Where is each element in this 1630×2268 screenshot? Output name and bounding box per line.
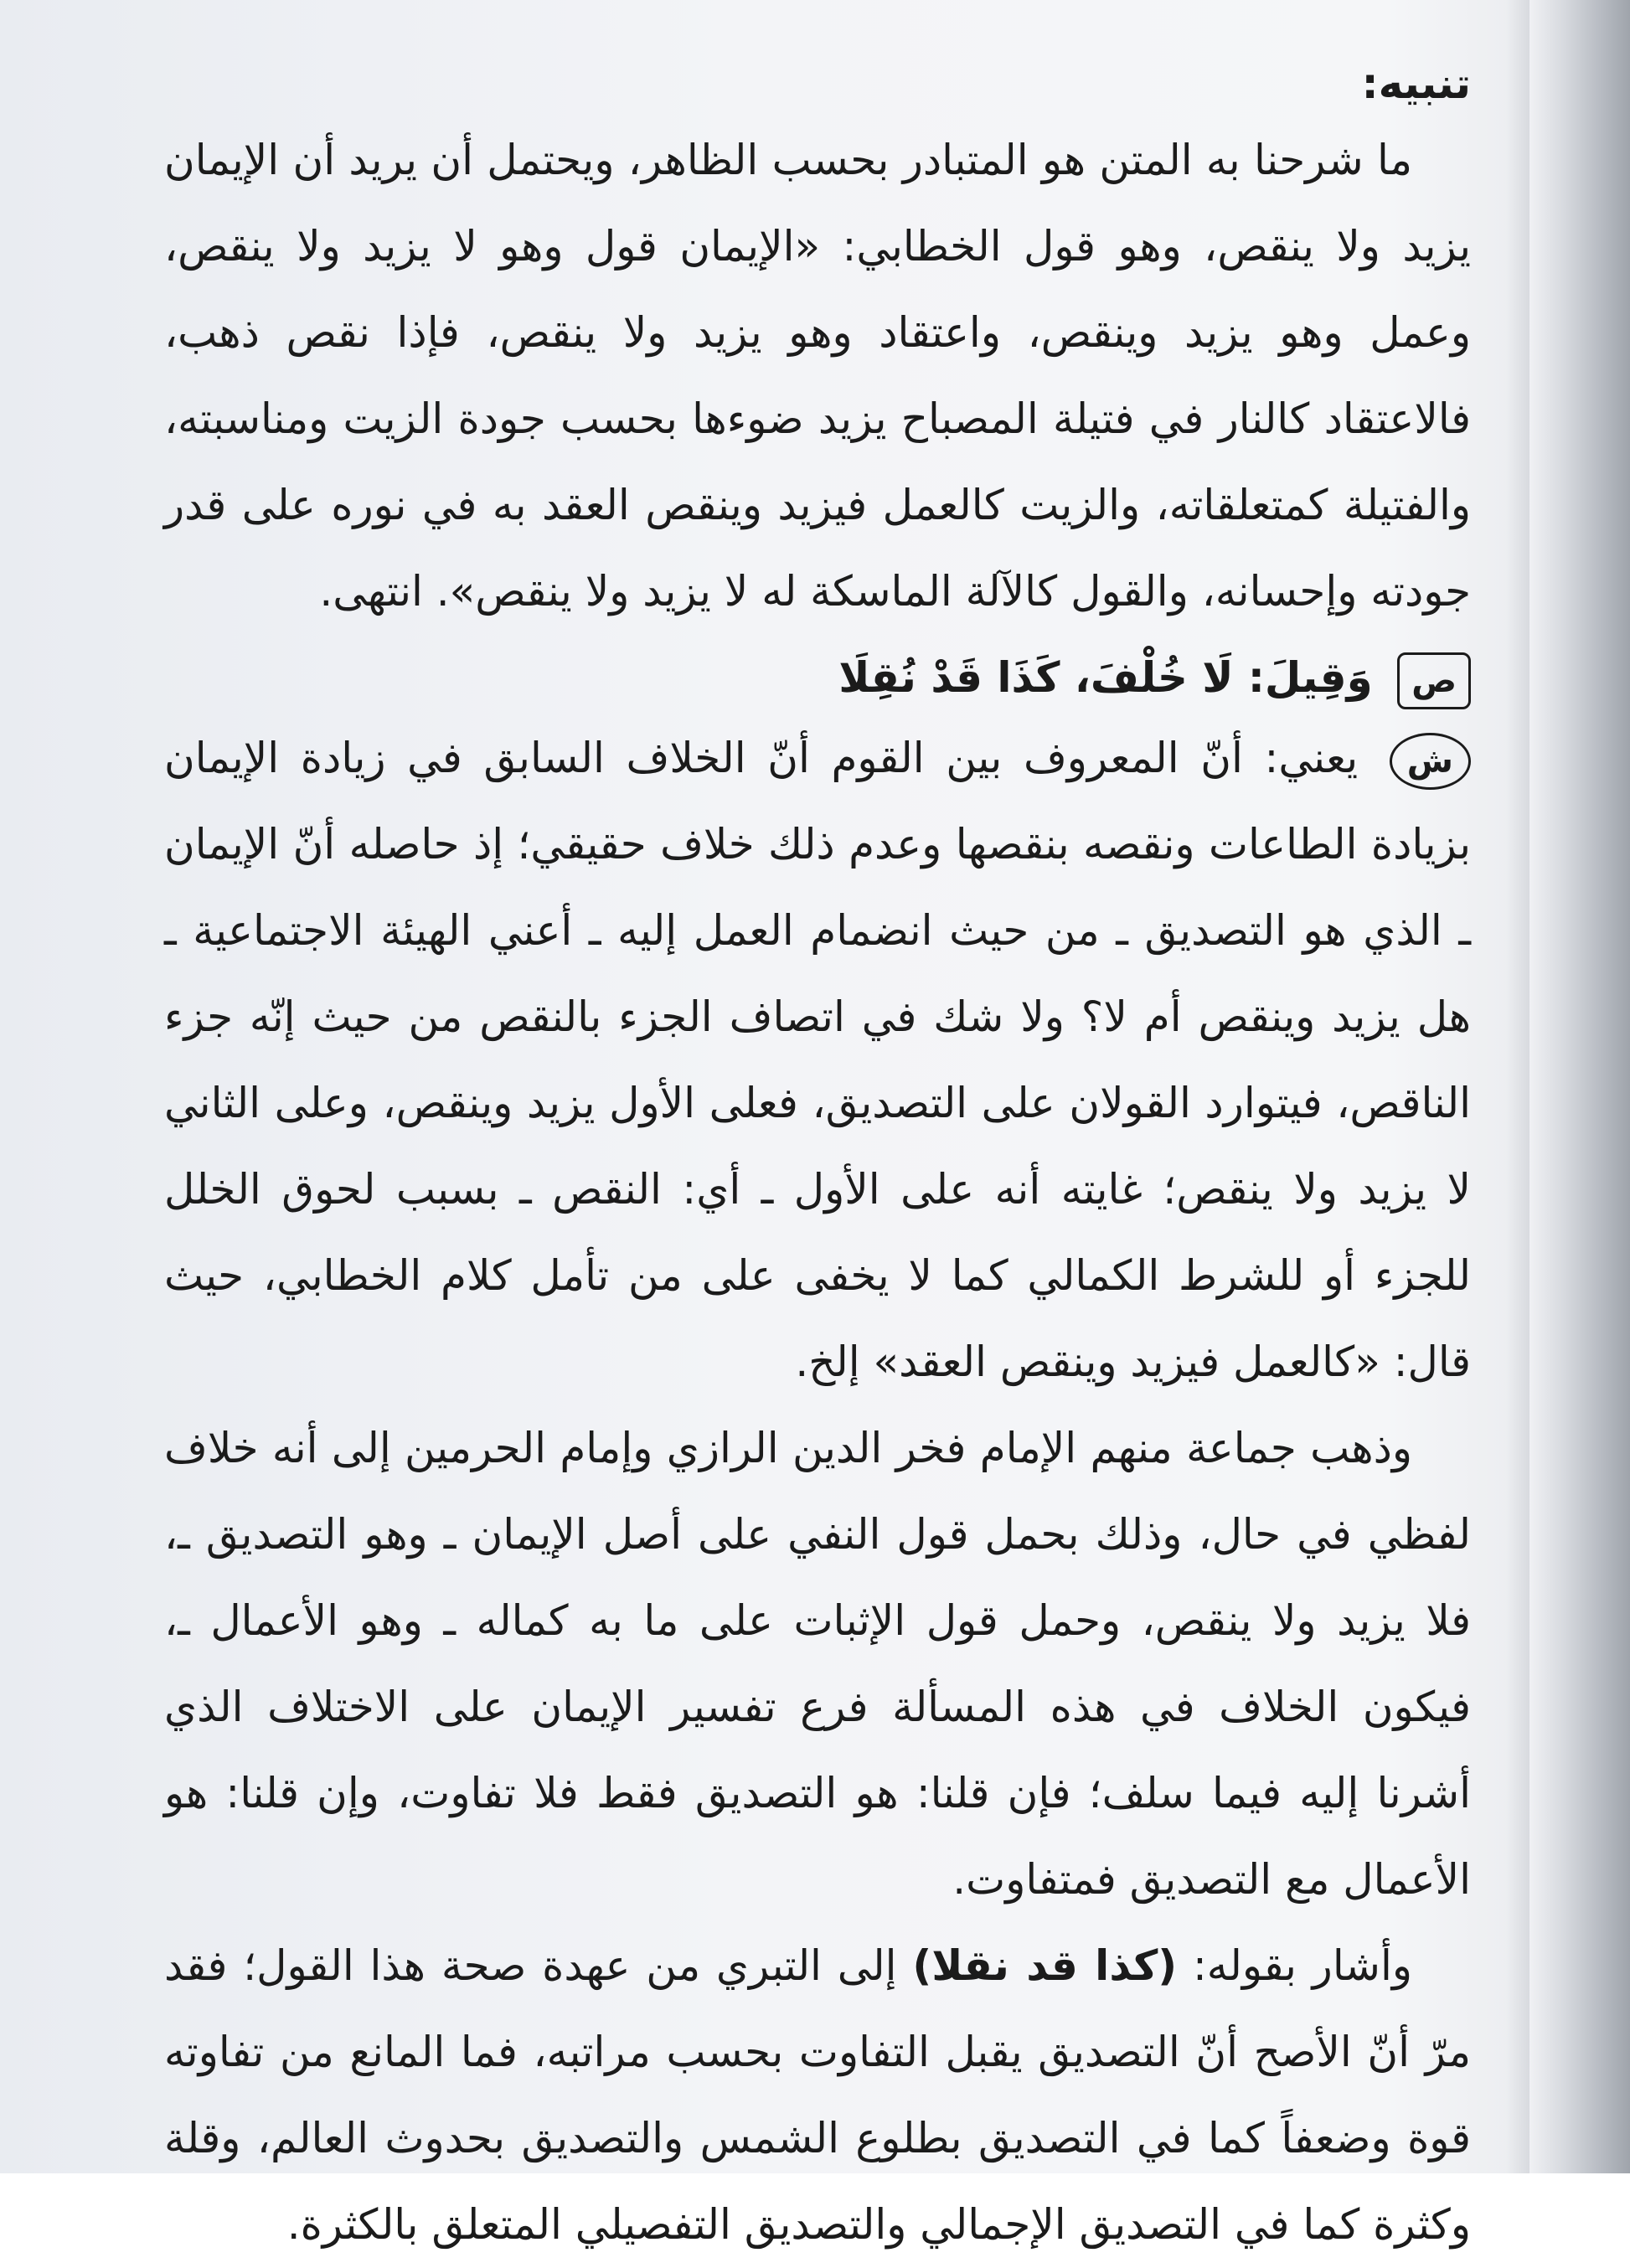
matn-label: ص (1397, 652, 1471, 709)
page-curl-shadow (1506, 0, 1529, 2173)
book-binding-edge (1529, 0, 1630, 2173)
sharh-paragraph-1-text: يعني: أنّ المعروف بين القوم أنّ الخلاف السابق في زيادة الإيمان بزيادة الطاعات ونقصه بنقصها وعدم ذلك خلاف حقيقي؛ إذ حاصله أنّ الإيمان ـ الذي هو التصديق ـ من حيث انضمام العمل إليه ـ أعني الهيئة الاجتماعية ـ هل يزيد وينقص أم لا؟ ولا شك في اتصاف الجزء بالنقص من حيث إنّه جزء الناقص، فيتوارد القولان على التصديق، فعلى الأول يزيد وينقص، وعلى الثاني لا يزيد ولا ينقص؛ غايته أنه على الأول ـ أي: النقص ـ بسبب لحوق الخلل للجزء أو للشرط الكمالي كما لا يخفى على من تأمل كلام الخطابي، حيث قال: «كالعمل فيزيد وينقص العقد» إلخ. (164, 734, 1471, 1386)
sharh-label: ش (1390, 733, 1471, 790)
paragraph-3-start: وأشار بقوله: (1192, 1941, 1412, 1990)
matn-text: وَقِيلَ: لَا خُلْفَ، كَذَا قَدْ نُقِلَا (838, 653, 1373, 702)
paragraph-3-rest: إلى التبري من عهدة صحة هذا القول؛ فقد مرّ أنّ الأصح أنّ التصديق يقبل التفاوت بحسب مراتبه، فما المانع من تفاوته قوة وضعفاً كما في التصديق بطلوع الشمس والتصديق بحدوث العالم، وقلة وكثرة كما في التصديق الإجمالي والتصديق التفصيلي المتعلق بالكثرة. (164, 1941, 1471, 2249)
page-text (164, 50, 1471, 2268)
sharh-paragraph-1 (164, 715, 1471, 1405)
note-paragraph: ما شرحنا به المتن هو المتبادر بحسب الظاهر، ويحتمل أن يريد أن الإيمان يزيد ولا ينقص، وهو قول الخطابي: «الإيمان قول وهو لا يزيد ولا ينقص، وعمل وهو يزيد وينقص، واعتقاد وهو يزيد ولا ينقص، فإذا نقص ذهب، فالاعتقاد كالنار في فتيلة المصباح يزيد ضوءها بحسب جودة الزيت ومناسبته، والفتيلة كمتعلقاته، والزيت كالعمل فيزيد وينقص العقد به في نوره على قدر جودته وإحسانه، والقول كالآلة الماسكة له لا يزيد ولا ينقص». انتهى. (164, 136, 1471, 616)
sharh-paragraph-3 (164, 1923, 1471, 2268)
matn-line (164, 640, 1471, 715)
sharh-paragraph-2: وذهب جماعة منهم الإمام فخر الدين الرازي وإمام الحرمين إلى أنه خلاف لفظي في حال، وذلك بحمل قول النفي على أصل الإيمان ـ وهو التصديق ـ، فلا يزيد ولا ينقص، وحمل قول الإثبات على ما به كماله ـ وهو الأعمال ـ، فيكون الخلاف في هذه المسألة فرع تفسير الإيمان على الاختلاف الذي أشرنا إليه فيما سلف؛ فإن قلنا: هو التصديق فقط فلا تفاوت، وإن قلنا: هو الأعمال مع التصديق فمتفاوت. (164, 1424, 1471, 1904)
paragraph-3-quote: (كذا قد نقلا) (912, 1941, 1178, 1990)
note-heading: تنبيه: (1361, 59, 1471, 108)
